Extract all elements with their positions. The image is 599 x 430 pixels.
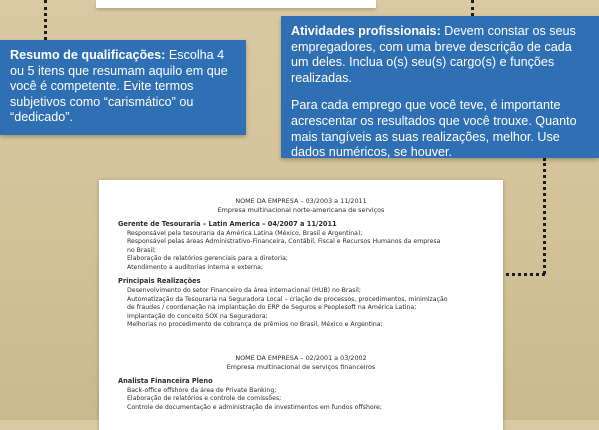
callout-qualifications xyxy=(0,40,246,135)
employer1-role: Gerente de Tesouraria – Latin America – 04/2007 a 11/2011 xyxy=(118,220,337,228)
connector-right-down xyxy=(543,158,546,274)
employer2-duty: Back-office offshore da área de Private Banking; xyxy=(127,386,277,394)
employer2-role: Analista Financeira Pleno xyxy=(118,377,213,385)
connector-left xyxy=(44,0,47,40)
resume-document xyxy=(99,180,503,430)
employer1-duty: Responsável pela tesouraria da América Latina (México, Brasil e Argentina); xyxy=(127,229,363,237)
employer1-achievement: de fraudes / coordenação na implantação do ERP de Seguros e Peoplesoft na América Latina; xyxy=(127,304,417,312)
employer1-achievements-title: Principais Realizações xyxy=(118,277,201,286)
callout-activities-lead: Atividades profissionais: xyxy=(291,24,441,38)
employer1-duty: no Brasil; xyxy=(127,246,157,254)
callout-activities-text2: Para cada emprego que você teve, é importante acrescentar os resultados que você trouxe. Quanto mais tangíveis as suas realizações, melhor. Use dados numéricos, se houver. xyxy=(291,98,577,160)
employer-block-1 xyxy=(99,197,503,330)
document-top-edge xyxy=(96,0,376,8)
callout-professional-activities xyxy=(281,16,599,158)
connector-right-top xyxy=(471,0,474,16)
employer2-subtitle: Empresa multinacional de serviços financeiros xyxy=(226,363,376,371)
callout-qualifications-lead: Resumo de qualificações: xyxy=(10,48,166,62)
employer1-achievement: Desenvolvimento do setor Financeiro da área internacional (HUB) no Brasil; xyxy=(127,286,361,294)
employer-block-2 xyxy=(99,354,503,412)
employer2-header: NOME DA EMPRESA – 02/2001 a 03/2002 xyxy=(235,354,367,362)
employer1-achievement: Automatização da Tesouraria na Seguradora Local – criação de processos, procedimentos, minimização xyxy=(127,295,448,303)
employer2-duty: Elaboração de relatórios e controle de comissões; xyxy=(127,395,282,403)
employer1-achievement: Melhorias no procedimento de cobrança de prêmios no Brasil, México e Argentina; xyxy=(127,321,383,329)
callout-qualifications-body: Escolha 4 ou 5 itens que resumam aquilo em que você é competente. Evite termos subjetivos como “carismático” ou “dedicado”. xyxy=(10,48,228,125)
callout-activities-body: Devem constar os seus empregadores, com uma breve descrição de cada um deles. Inclua o(s) seu(s) cargo(s) e funções realizadas. xyxy=(291,24,576,85)
callout-qualifications-text xyxy=(10,48,237,126)
employer1-duty: Atendimento a auditorias interna e externa; xyxy=(127,263,264,271)
employer1-duty: Elaboração de relatórios gerenciais para a diretoria; xyxy=(127,255,288,263)
employer1-subtitle: Empresa multinacional norte-americana de serviços xyxy=(217,206,385,214)
employer1-header: NOME DA EMPRESA – 03/2003 a 11/2011 xyxy=(235,197,367,205)
employer2-duty: Controle de documentação e administração de investimentos em fundos offshore; xyxy=(127,403,382,411)
employer1-achievement: Implantação do conceito SOX na Seguradora; xyxy=(127,312,268,320)
employer1-duty: Responsável pelas áreas Administrativo-Financeira, Contábil, Fiscal e Recursos Humanos da empresa xyxy=(127,238,441,246)
callout-activities-text xyxy=(291,24,589,86)
